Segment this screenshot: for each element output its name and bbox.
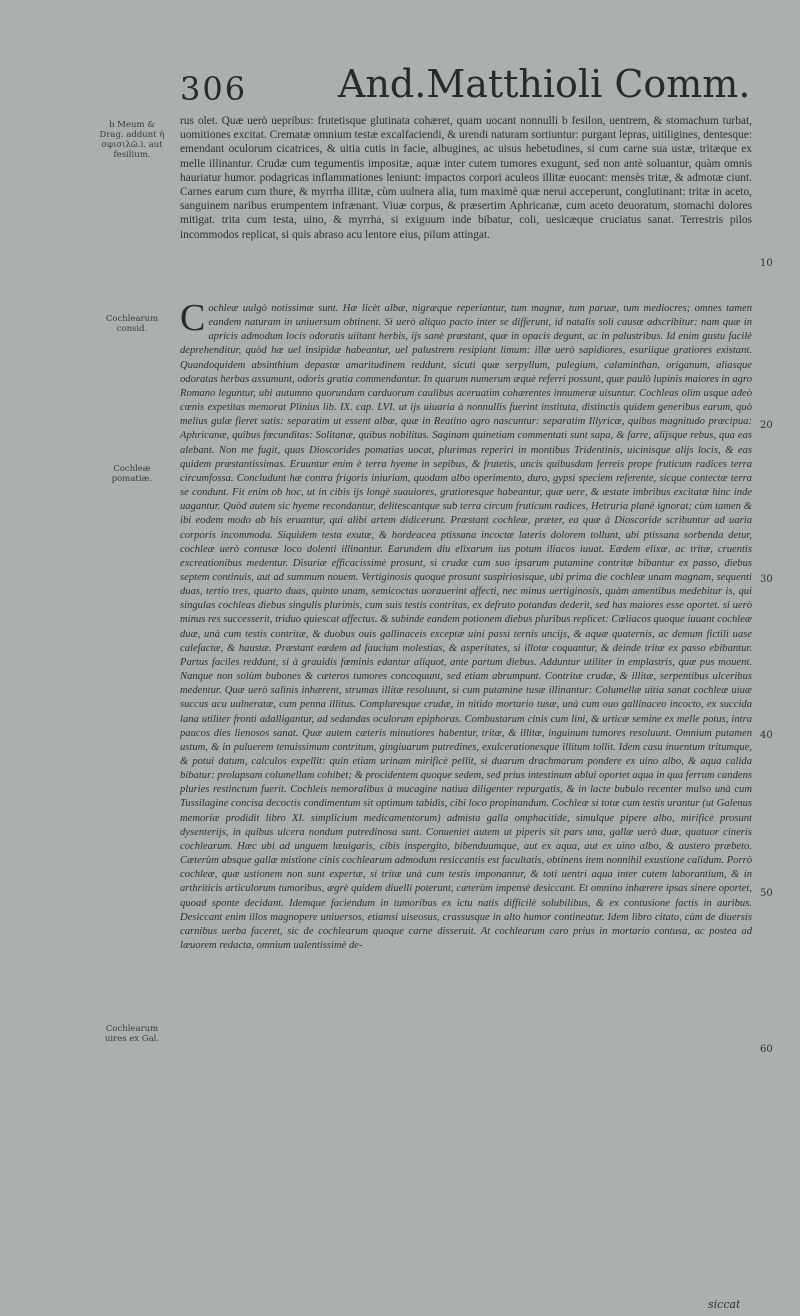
- paragraph-testae: rus olet. Quæ uerò uepribus: frutetisque glutinata cohæret, quam uocant nonnulli b fesilon, uentrem, & stomachum turbat, uomitiones excitat. Crematæ omnium testæ excalfaciendi, & urendi naturam sortiuntur: purgant lepras, uitiligines, dentesque: emendant oculorum cicatrices, & uitia cutis in facie, albugines, ac uisus hebetudines, si cum carne sua ustæ, tritæque ex melle illinantur. Crudæ cum tegumentis impositæ, aquæ inter cutem tumores exugunt, sed non antè soluantur, quàm omnis hauriatur humor. podagricas inflammationes leniunt: impactos corpori aculeos illitæ euocant: mensès tritæ, & admotæ ciunt. Carnes earum cum thure, & myrrha illitæ, cùm uulnera alia, tum maximè quæ nerui acceperunt, conglutinant: tritæ in aceto, sanguinem naribus erumpentem infrænant. Viuæ corpus, & præsertim Aphricanæ, cum aceto deuoratum, stomachi dolores mitigat. trita cum testa, uino, & myrrha, si exiguum inde bibatur, coli, uesicæque cruciatus sanat. Terrestris pilos incommodos replicat, si quis abraso acu lentore eius, pilum attingat.: [180, 115, 752, 241]
- text-block-upper: [180, 114, 752, 242]
- margin-note-cochlearum-uires: Cochlearum uires ex Gal.: [104, 1024, 160, 1044]
- catchword: siccat: [708, 1298, 741, 1311]
- margin-note-cochlearum-consid: Cochlearum consid.: [105, 314, 159, 334]
- line-number-40: 40: [760, 730, 773, 741]
- running-title: And.Matthioli Comm.: [338, 62, 751, 106]
- line-number-30: 30: [760, 574, 773, 585]
- drop-cap: C: [180, 297, 206, 339]
- margin-note-cochleae-pomatiae: Cochleæ pomatiæ.: [111, 464, 153, 484]
- line-number-20: 20: [760, 420, 773, 431]
- line-number-60: 60: [760, 1044, 773, 1055]
- line-number-10: 10: [760, 258, 773, 269]
- line-number-50: 50: [760, 888, 773, 899]
- paragraph-cochleae: ochleæ uulgò notissimæ sunt. Hæ licèt albæ, nigræque reperiantur, tum magnæ, tum paruæ, tum mediocres; omnes tamen eandem naturam in uniuersum obtinent. Si uerò aliquo pacto inter se differunt, id natalis soli causæ adscribitur: nam quæ in apricis admodum locis odoratis uiitant herbis, ijs sanè præstant, quæ in opacis degunt, ac in palustribus. Id enim gustu facilè deprehenditur, quòd hæ uel insipidæ habeantur, uel palustrem resipiant limum: illæ uerò sapidiores, esuriique gratiores existant. Quandoquidem absinthium depastæ amaritudinem reddunt, sicuti quæ serpyllum, pulegium, calaminthan, origanum, aliasque odoratas herbas assumunt, odoris gratia commendantur. In quarum numerum æquè referri possunt, quæ paulò lupinis maiores in agro Romano leguntur, ubi autumno quorundam carduorum caulibus aceruatim cohærentes innumeræ uisuntur. Cochleas olim usque adeò cœnis expetitas memorat Plinius lib. IX. cap. LVI. ut ijs uiuaria à nonnullis fuerint instituta, distinctis quidem generibus earum, quò melius gulæ fieret satis: separatim ut essent albæ, quæ in Reatino agro nascuntur: separatim Illyricæ, quibus magnitudo præcipua: Aphricanæ, quibus fœcunditas: Solitanæ, quibus nobilitas. Saginam quinetiam commentati sunt sapa, & farre, alijsque rebus, qua eas alebant. Non me fugit, quas Dioscorides pomatias uocat, plurimas reperiri in montibus Tridentinis, uicinisque alijs locis, & eas quidem præstantissimas. Eruuntur enim è terra hyeme in sepibus, & frutetis, uncis quibusdam ferreis prope fruticum radices terra circumfossa. Concludunt hæ contra frigoris iniuriam, quodam albo operimento, duro, gypsi speciem referente, sicque contectæ terra se condunt. Fit enim ob hoc, ut in cibis ijs longè suauiores, gratioresque habeantur, quæ uere, & æstate imbribus excitatæ hinc inde uagantur. Quòd autem sic hyeme recondantur, delitescantque sub terra circum fruticum radices, Hetruria planè ignorat; cùm tamen & ibi eodem modo ab his eruantur, qui alibi artem didicerunt. Præstant cochleæ, præter, ea quæ à Dioscoride scribuntur ad uaria corporis incommoda. Siquidem testa exutæ, & hordeacea ptissana incoctæ lateris dolorem tollunt, ubi ptissana sorbenda detur, cochleæ uerò contusæ loco dolenti illinantur. Earundem diu elixarum ius potum iliacos iuuat. Eædem elixæ, ac tritæ, cruentis excreationibus medentur. Disuriæ efficacissimè prosunt, si crudæ cum suo ipsarum putamine contritæ bibantur ex passo, diebus septem continuis, aut ad summum nouem. Vertiginosis quoque prosunt suspiriosisque, ubi prima die cochleæ unam magnam, sequenti duas, tertio tres, quarto duas, quinto unam, semicoctas uorauerint affecti, nec minus uertiginosis, quàm amentibus medebitur is, qui singulas cochleas diebus singulis plurimis, cum suis testis contritas, ex defruto potandas dederit, sed has maiores esse oportet. si uerò minus res successerit, triduo quiescat affectus. & subinde eandem potionem diebus pluribus replicet: Cœliacos quoque iuuant cochleæ duæ, unà cum testis contritæ, & duobus ouis gallinaceis exceptæ uini passi ternis uncijs, & aquæ quaternis, ac demum fictili uase calefactæ, & haustæ. Præstant eædem ad faucium molestias, & asperitates, si illotæ coquantur, & deinde tritæ ex passo ebibantur. Partus faciles reddunt, si à grauidis fœminis edantur aliquot, ante partum diebus. Adduntur utiliter in emplastris, quæ pus mouent. Nanque non solùm bubones & cæteros tumores concoquunt, sed etiam abrumpunt. Contritæ crudæ, & illitæ, serpentibus ulceribus medentur. Quæ uerò salinis inhærent, strumas illitæ resoluunt, si cum putamine tusæ illinantur: Columellæ uitia sanat cochleæ uiuæ succus acu uulneratæ, cum penna illitus. Compluresque crudæ, in nitido mortario tusæ, unà cum ouo gallinaceo incocto, ex succida lana utiliter fronti adalligantur, ad sedandas oculorum epiphoras. Combustarum cinis cum lini, & urticæ semine ex melle potus, intra paucos dies lienosos sanat. Quæ autem cæteris minutiores habentur, tritæ, & illitæ, inguinum tumores resoluunt. Omnium putamen ustum, & in puluerem tenuissimum contritum, gingiuarum putredines, exulcerationesque illitum tollit. Idem casu inuentum tritumque, & potui datum, calculos expellit: quin etiam urinam mirificè pellit, si duarum drachmarum pondere ex uino albo, & aqua calida bibatur: prolapsam columellam cohibet; & procidentem quoque sedem, sed prius intestinum ablui oportet aqua in qua ferrum candens pluries restinctum fuerit. Cochleis nemoralibus à mucagine natiua diligenter repurgatis, & in lacte bubulo recenter mulso unà cum Tussilagine concisa decoctis condimentum sit optimum tabidis, cibi loco propinandum. Cochleæ si totæ cum testis urantur (ut Galenus memoriæ prodidit libro XI. simplicium medicamentorum) admista galla omphacitide, simulque pipere albo, mirificè prosunt dysenterijs, in quibus ulcera nondum putredinosa sunt. Conueniet autem ut piperis sit pars una, gallæ uerò duæ, quatuor cineris cochlearum. Hæc ubi ad unguem læuigaris, cibis inspergito, bibenduumque, aut ex aqua, aut ex uino albo, & austero præbeto. Cæterùm absque gallæ mistione cinis cochlearum admodum resiccantis est facultatis, obtinens item nonnihil exustione calidum. Porrò cochleæ, quæ ustionem non sunt expertæ, si tritæ unà cum testis imponantur, & toti uentri aqua inter cutem laborantium, & in arthriticis articulorum tumoribus, ægrè quidem diuelli poterunt, cæterùm impensè desiccant. Et omnino inhærere ipsas sinere oportet, quoad sponte decidant. Idemque faciendum in tumoribus ex ictu natis difficilè solubilibus, & ex contusione factis in auribus. Desiccant enim illos magnopere uniuersos, etiamsi uiseosus, crassusque in alto humor contineatur. Idem libro citato, cùm de diuersis carnibus uerba faceret, sic de cochlearum quoque carne disseruit. At cochlearum caro prius in mortario contusa, ac postea ad læuorem redacta, omnium ualentissimè de-: [180, 303, 752, 952]
- margin-note-meum: b Meum & Drag. addunt ἡ σφισιλῶ.i. aut fesilium.: [99, 120, 165, 160]
- text-block-commentary: [180, 297, 752, 953]
- page-number: 306: [180, 70, 248, 108]
